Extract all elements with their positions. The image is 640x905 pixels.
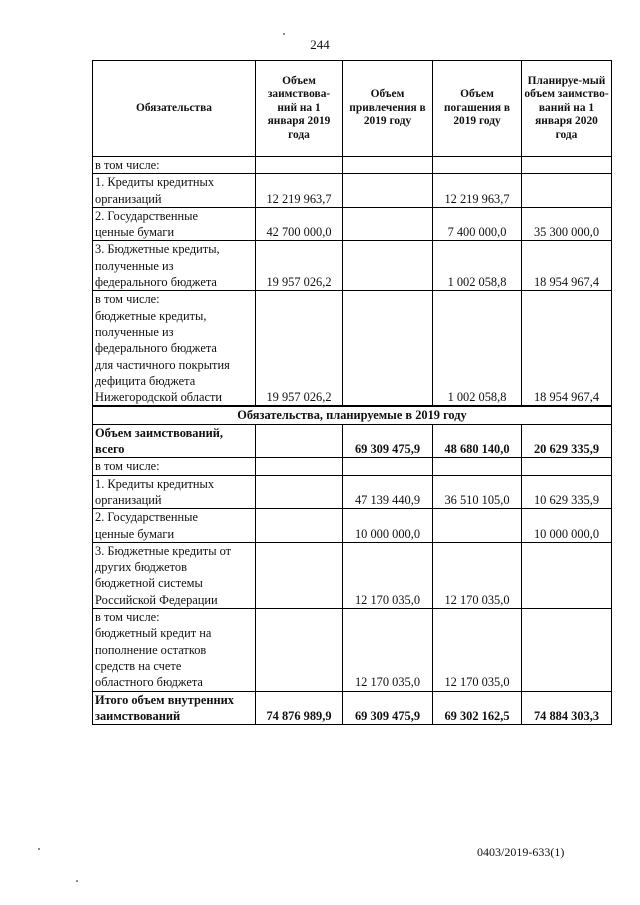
value-cell: 12 170 035,0 (433, 542, 522, 608)
document-code: 0403/2019-633(1) (477, 845, 565, 859)
table-row (93, 241, 612, 291)
table-header-row (93, 61, 612, 157)
value-cell: 69 309 475,9 (343, 424, 433, 458)
section-row (93, 406, 612, 424)
value-cell: 10 000 000,0 (522, 509, 612, 543)
table-row (93, 509, 612, 543)
scan-speck (76, 880, 78, 882)
row-label-cell: 3. Бюджетные кредиты, полученные из федерального бюджета (93, 241, 256, 291)
value-cell (256, 458, 343, 475)
table-row (93, 458, 612, 475)
row-label-cell: 2. Государственные ценные бумаги (93, 207, 256, 241)
value-cell: 18 954 967,4 (522, 241, 612, 291)
table-row (93, 542, 612, 608)
value-cell: 12 170 035,0 (343, 609, 433, 691)
value-cell (343, 207, 433, 241)
table-row (93, 157, 612, 174)
table-row (93, 207, 612, 241)
row-label-cell: 1. Кредиты кредитных организаций (93, 174, 256, 208)
value-cell: 10 000 000,0 (343, 509, 433, 543)
row-label-cell: в том числе: (93, 458, 256, 475)
value-cell: 7 400 000,0 (433, 207, 522, 241)
value-cell: 48 680 140,0 (433, 424, 522, 458)
value-cell: 69 302 162,5 (433, 691, 522, 725)
value-cell (343, 458, 433, 475)
row-label-cell: в том числе: бюджетный кредит на пополнение остатков средств на счете областного бюджета (93, 609, 256, 691)
section-title: Обязательства, планируемые в 2019 году (93, 406, 612, 424)
value-cell (343, 174, 433, 208)
row-label-cell: в том числе: (93, 157, 256, 174)
value-cell: 18 954 967,4 (522, 291, 612, 407)
value-cell: 69 309 475,9 (343, 691, 433, 725)
value-cell: 42 700 000,0 (256, 207, 343, 241)
value-cell: 19 957 026,2 (256, 241, 343, 291)
value-cell: 20 629 335,9 (522, 424, 612, 458)
value-cell (522, 609, 612, 691)
value-cell: 35 300 000,0 (522, 207, 612, 241)
value-cell: 74 876 989,9 (256, 691, 343, 725)
scan-speck (283, 33, 285, 35)
value-cell (433, 509, 522, 543)
value-cell (433, 157, 522, 174)
value-cell (256, 157, 343, 174)
header-attraction-2019: Объем привлечения в 2019 году (343, 61, 433, 157)
value-cell: 12 170 035,0 (343, 542, 433, 608)
value-cell (343, 241, 433, 291)
row-label-cell: 2. Государственные ценные бумаги (93, 509, 256, 543)
value-cell (522, 174, 612, 208)
value-cell: 1 002 058,8 (433, 241, 522, 291)
header-volume-jan-2019: Объем заимствова-ний на 1 января 2019 года (256, 61, 343, 157)
value-cell (256, 424, 343, 458)
table-row (93, 691, 612, 725)
borrowings-table (92, 60, 612, 725)
value-cell: 12 170 035,0 (433, 609, 522, 691)
table-body (93, 157, 612, 725)
value-cell: 10 629 335,9 (522, 475, 612, 509)
value-cell (522, 157, 612, 174)
row-label-cell: 1. Кредиты кредитных организаций (93, 475, 256, 509)
value-cell (256, 542, 343, 608)
value-cell (522, 458, 612, 475)
row-label-cell: Объем заимствований, всего (93, 424, 256, 458)
page-number: 244 (310, 37, 330, 52)
value-cell: 19 957 026,2 (256, 291, 343, 407)
value-cell: 12 219 963,7 (433, 174, 522, 208)
row-label-cell: в том числе: бюджетные кредиты, полученные из федерального бюджета для частичного покрытия дефицита бюджета Нижегородской области (93, 291, 256, 407)
value-cell (343, 157, 433, 174)
table-row (93, 475, 612, 509)
row-label-cell: Итого объем внутренних заимствований (93, 691, 256, 725)
value-cell: 47 139 440,9 (343, 475, 433, 509)
header-planned-jan-2020: Планируе-мый объем заимство-ваний на 1 января 2020 года (522, 61, 612, 157)
table-row (93, 174, 612, 208)
value-cell (343, 291, 433, 407)
row-label-cell: 3. Бюджетные кредиты от других бюджетов бюджетной системы Российской Федерации (93, 542, 256, 608)
value-cell (433, 458, 522, 475)
table-row (93, 424, 612, 458)
value-cell (256, 475, 343, 509)
value-cell: 74 884 303,3 (522, 691, 612, 725)
scan-speck (38, 848, 40, 850)
header-obligations: Обязательства (93, 61, 256, 157)
table-row (93, 291, 612, 407)
header-repayment-2019: Объем погашения в 2019 году (433, 61, 522, 157)
value-cell: 36 510 105,0 (433, 475, 522, 509)
value-cell (256, 509, 343, 543)
value-cell (256, 609, 343, 691)
value-cell: 1 002 058,8 (433, 291, 522, 407)
value-cell: 12 219 963,7 (256, 174, 343, 208)
table-row (93, 609, 612, 691)
value-cell (522, 542, 612, 608)
